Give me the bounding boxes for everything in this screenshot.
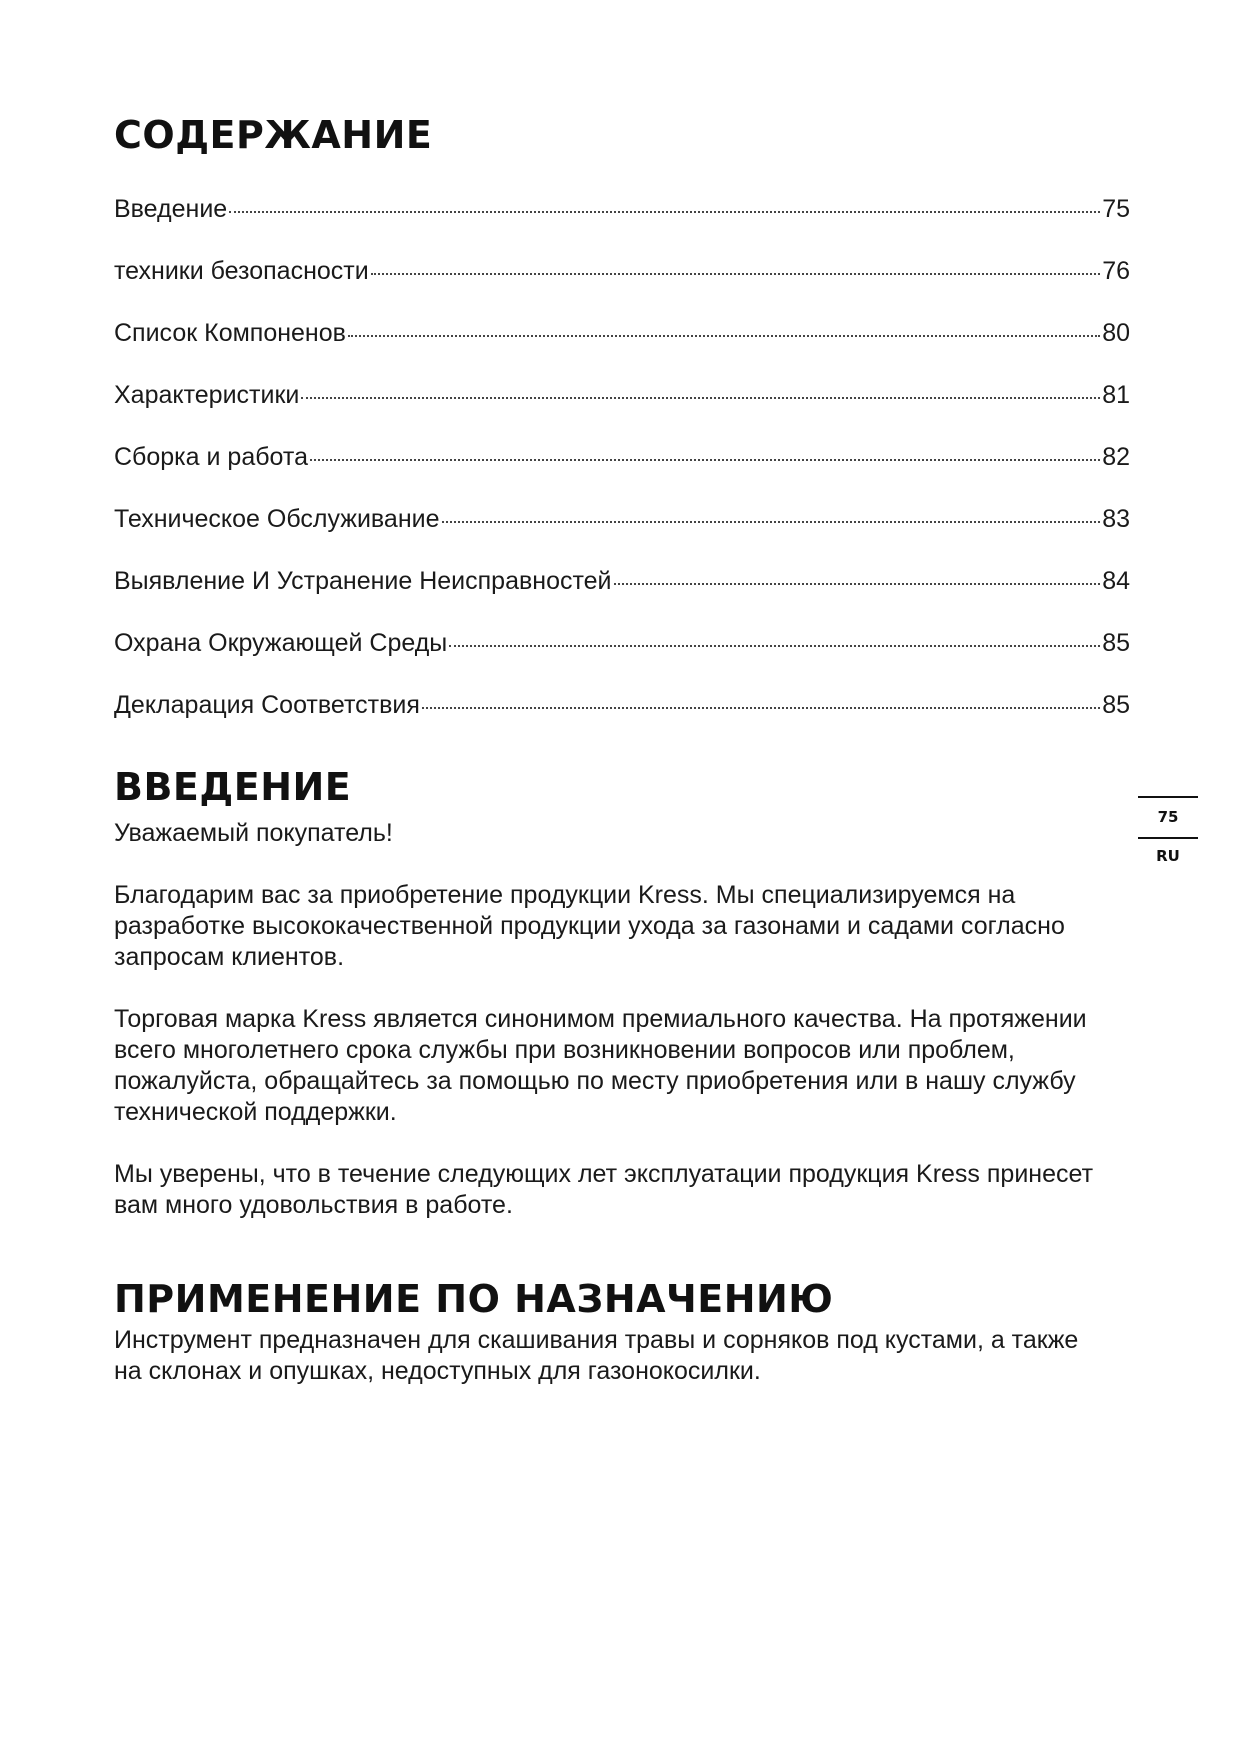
toc-item-page: 83 [1102,505,1130,533]
toc-dot-leader [371,273,1101,275]
toc-item[interactable] [114,381,1130,443]
toc-item-page: 85 [1102,691,1130,719]
toc-item-title: Декларация Соответствия [114,691,420,719]
toc-item-title: Введение [114,195,228,223]
toc-item-title: Сборка и работа [114,443,308,471]
contents-heading: СОДЕРЖАНИЕ [114,113,433,157]
toc-item[interactable] [114,195,1130,257]
page-side-tab [1138,796,1198,865]
toc-dot-leader [229,211,1100,213]
toc-item-title: Техническое Обслуживание [114,505,440,533]
toc-item[interactable] [114,691,1130,753]
intro-heading: ВВЕДЕНИЕ [114,765,352,809]
toc-dot-leader [449,645,1100,647]
toc-item-page: 76 [1102,257,1130,285]
toc-dot-leader [422,707,1100,709]
toc-item-title: Список Компоненов [114,319,346,347]
toc-item-page: 85 [1102,629,1130,657]
intro-greeting: Уважаемый покупатель! [114,819,393,847]
toc-item[interactable] [114,505,1130,567]
toc-item-page: 84 [1102,567,1130,595]
toc-item-title: Выявление И Устранение Неисправностей [114,567,612,595]
toc-item-page: 82 [1102,443,1130,471]
toc-dot-leader [301,397,1100,399]
page-number: 75 [1157,808,1179,826]
toc-dot-leader [348,335,1100,337]
toc-item[interactable] [114,567,1130,629]
toc-item[interactable] [114,443,1130,505]
toc-dot-leader [310,459,1100,461]
toc-item-page: 81 [1102,381,1130,409]
toc-item-page: 75 [1102,195,1130,223]
toc-item-title: Характеристики [114,381,300,409]
intended-use-heading: ПРИМЕНЕНИЕ ПО НАЗНАЧЕНИЮ [114,1277,834,1321]
toc-item-title: Охрана Окружающей Среды [114,629,448,657]
toc-item-title: техники безопасности [114,257,369,285]
language-code: RU [1156,847,1180,865]
intended-use-paragraph: Инструмент предназначен для скашивания травы и сорняков под кустами, а также на склонах и опушках, недоступных для газонокосилки. [114,1326,1079,1385]
toc-item[interactable] [114,257,1130,319]
toc-dot-leader [442,521,1101,523]
intro-thanks-paragraph: Благодарим вас за приобретение продукции Kress. Мы специализируемся на разработке высококачественной продукции ухода за газонами и садами согласно запросам клиентов. [114,881,1065,971]
toc-item[interactable] [114,629,1130,691]
toc-item[interactable] [114,319,1130,381]
toc-dot-leader [614,583,1101,585]
table-of-contents [114,195,1130,753]
toc-item-page: 80 [1102,319,1130,347]
intro-brand-paragraph: Торговая марка Kress является синонимом премиального качества. На протяжении всего многолетнего срока службы при возникновении вопросов или проблем, пожалуйста, обращайтесь за помощью по месту приобретения или в нашу службу технической поддержки. [114,1005,1087,1126]
intro-closing-paragraph: Мы уверены, что в течение следующих лет эксплуатации продукция Kress принесет вам много удовольствия в работе. [114,1160,1094,1219]
